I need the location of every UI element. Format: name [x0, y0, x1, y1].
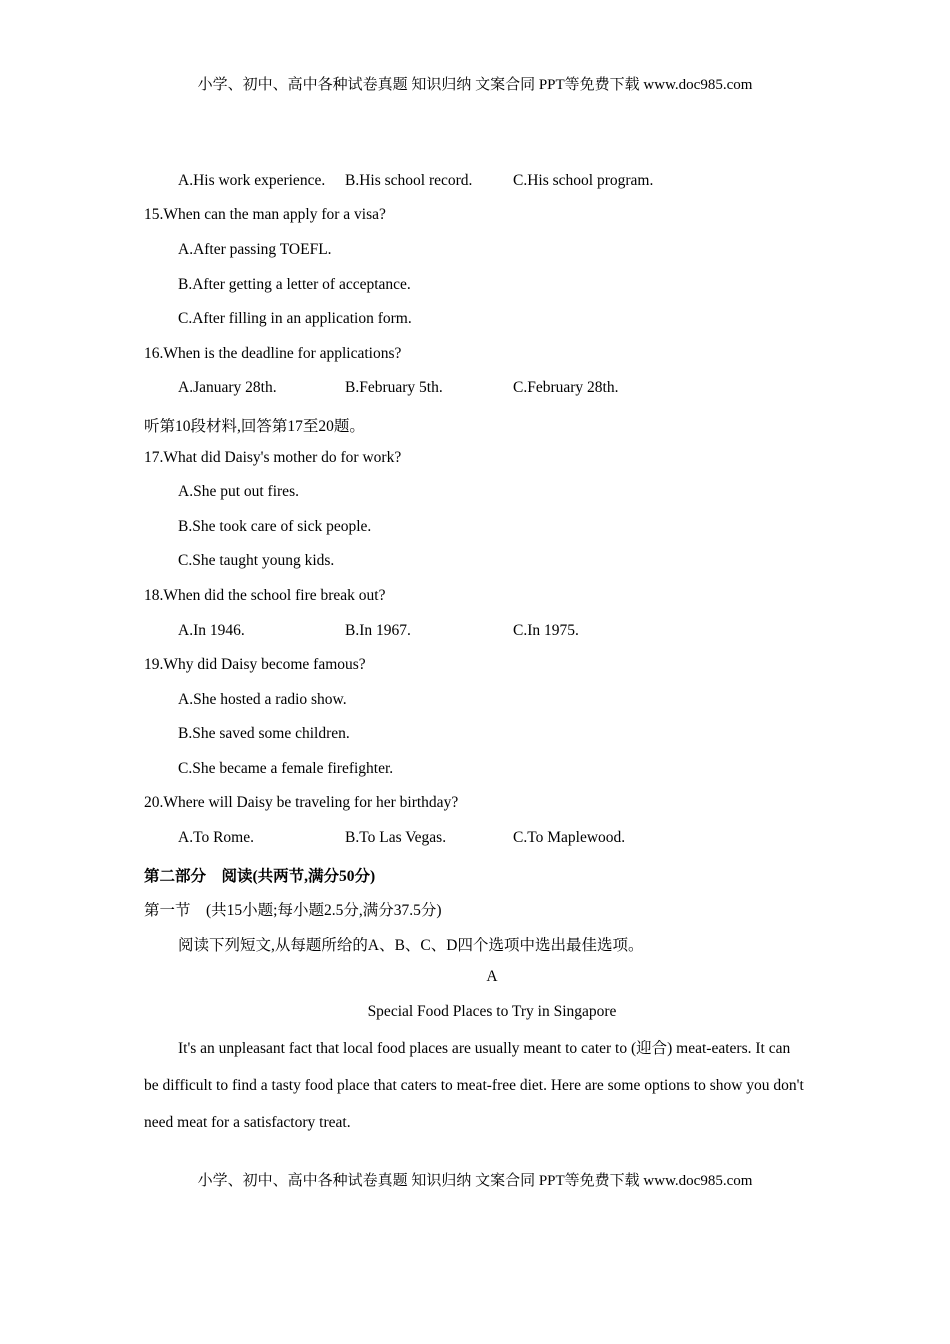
q19-option-b: B.She saved some children. [178, 725, 350, 742]
q14-option-a: A.His work experience. [178, 172, 326, 189]
q17-stem: 17.What did Daisy's mother do for work? [144, 449, 402, 466]
q14-option-c: C.His school program. [513, 172, 654, 189]
q15-option-c: C.After filling in an application form. [178, 310, 412, 327]
q19-option-c: C.She became a female firefighter. [178, 760, 394, 777]
q15-option-a: A.After passing TOEFL. [178, 241, 332, 258]
q20-option-a: A.To Rome. [178, 829, 254, 846]
passage-text: It's an unpleasant fact that local food places are usually meant to cater to (迎合) meat-eaters. It can be difficult to find a tasty food place that caters to meat-free diet. Here are some options to show you don't need meat for a satisfactory treat. [144, 1040, 804, 1131]
q20-option-b: B.To Las Vegas. [345, 829, 447, 846]
q17-option-c: C.She taught young kids. [178, 552, 335, 569]
passage-paragraph [144, 1030, 804, 1141]
q14-option-b: B.His school record. [345, 172, 473, 189]
passage-title: Special Food Places to Try in Singapore [367, 1003, 617, 1020]
page-header: 小学、初中、高中各种试卷真题 知识归纳 文案合同 PPT等免费下载 www.doc985.com [197, 77, 753, 93]
reading-instruction: 阅读下列短文,从每题所给的A、B、C、D四个选项中选出最佳选项。 [178, 937, 644, 954]
passage-letter: A [486, 968, 498, 985]
listening-note: 听第10段材料,回答第17至20题。 [144, 418, 365, 435]
q20-stem: 20.Where will Daisy be traveling for her birthday? [144, 794, 459, 811]
q16-stem: 16.When is the deadline for applications? [144, 345, 402, 362]
page-footer: 小学、初中、高中各种试卷真题 知识归纳 文案合同 PPT等免费下载 www.doc985.com [197, 1173, 753, 1189]
q17-option-a: A.She put out fires. [178, 483, 299, 500]
q18-stem: 18.When did the school fire break out? [144, 587, 386, 604]
q19-stem: 19.Why did Daisy become famous? [144, 656, 366, 673]
q15-stem: 15.When can the man apply for a visa? [144, 206, 386, 223]
q16-option-c: C.February 28th. [513, 379, 619, 396]
q16-option-b: B.February 5th. [345, 379, 443, 396]
q17-option-b: B.She took care of sick people. [178, 518, 372, 535]
q16-option-a: A.January 28th. [178, 379, 277, 396]
section1-heading: 第一节 (共15小题;每小题2.5分,满分37.5分) [144, 902, 442, 919]
q19-option-a: A.She hosted a radio show. [178, 691, 347, 708]
q18-option-a: A.In 1946. [178, 622, 245, 639]
q20-option-c: C.To Maplewood. [513, 829, 626, 846]
part2-title: 第二部分 阅读(共两节,满分50分) [144, 868, 376, 885]
q15-option-b: B.After getting a letter of acceptance. [178, 276, 411, 293]
q18-option-b: B.In 1967. [345, 622, 411, 639]
q18-option-c: C.In 1975. [513, 622, 579, 639]
